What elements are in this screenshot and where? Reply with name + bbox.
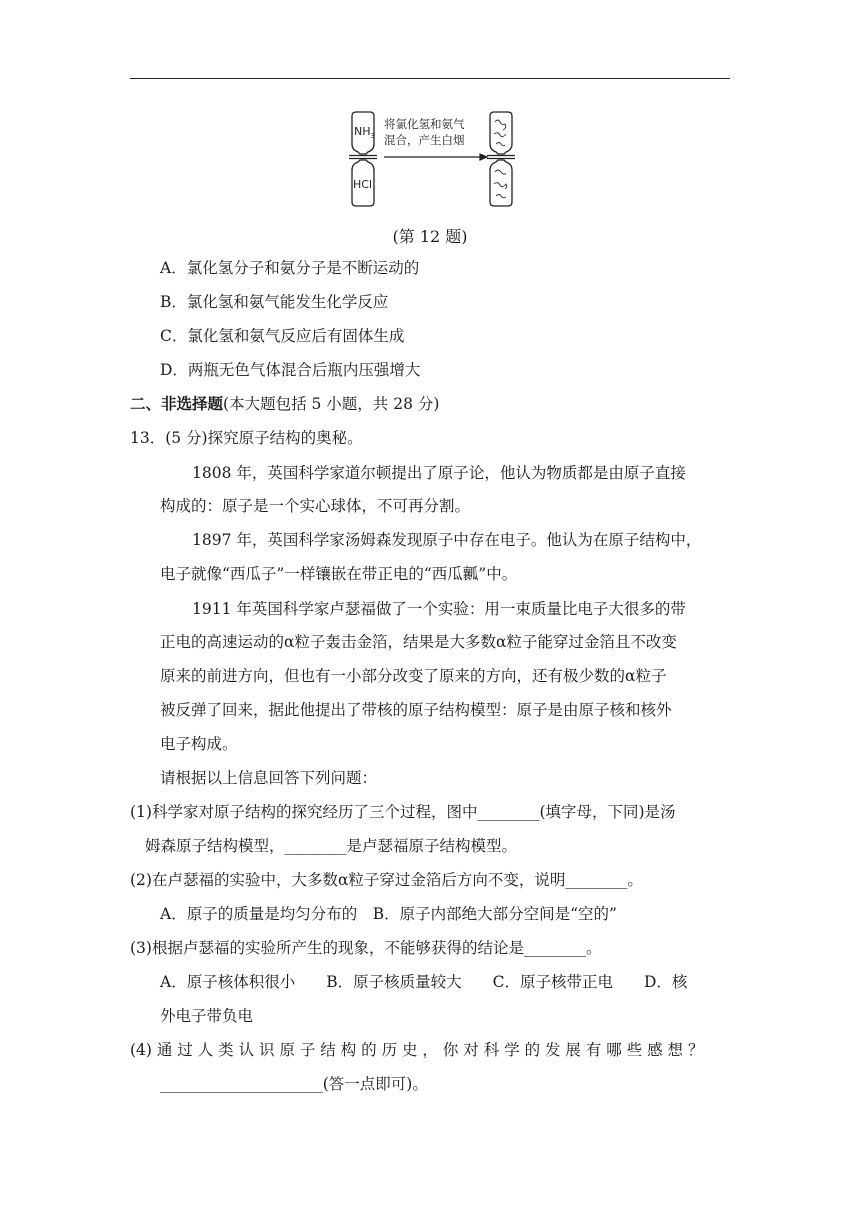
mixed-bottles [487,112,515,206]
experiment-figure [340,104,530,214]
q12-option-b: B．氯化氢和氨气能发生化学反应 [160,293,389,311]
q13-sub1-line2: 姆森原子结构模型，________是卢瑟福原子结构模型。 [145,837,518,855]
q13-prompt: 请根据以上信息回答下列问题： [160,769,378,787]
q13-p2-line1: 1897 年，英国科学家汤姆森发现原子中存在电子。他认为在原子结构中， [192,531,702,549]
q13-sub4-line2: _____________________(答一点即可)。 [160,1075,428,1093]
section-note: (本大题包括 5 小题，共 28 分) [223,395,440,413]
q13-p3-line1: 1911 年英国科学家卢瑟福做了一个实验：用一束质量比电子大很多的带 [192,600,686,618]
q13-p3-line5: 电子构成。 [160,735,238,753]
q13-header: 13．(5 分)探究原子结构的奥秘。 [130,429,363,447]
arrow-text-2: 混合，产生白烟 [384,133,465,147]
q13-sub2: (2)在卢瑟福的实验中，大多数α粒子穿过金箔后方向不变，说明________。 [130,871,643,889]
arrow-text-1: 将氯化氢和氨气 [384,117,465,131]
q13-p1-line2: 构成的：原子是一个实心球体，不可再分割。 [160,497,471,515]
hcl-label: HCl [353,178,373,191]
q13-sub1-line1: (1)科学家对原子结构的探究经历了三个过程，图中________(填字母，下同)是汤 [130,803,676,821]
q12-option-a: A．氯化氢分子和氨分子是不断运动的 [160,259,420,277]
glass-plate [349,156,377,159]
q13-sub3-options-line2: 外电子带负电 [160,1007,254,1025]
q13-sub3-options-line1: A．原子核体积很小 B．原子核质量较大 C．原子核带正电 D．核 [160,973,688,991]
q13-p2-line2: 电子就像“西瓜子”一样镶嵌在带正电的“西瓜瓤”中。 [160,565,518,583]
arrow [384,154,487,160]
q13-p3-line3: 原来的前进方向，但也有一小部分改变了原来的方向，还有极少数的α粒子 [160,667,667,685]
figure-caption: (第 12 题) [392,227,468,246]
q13-sub2-options: A．原子的质量是均匀分布的 B．原子内部绝大部分空间是“空的” [160,905,617,923]
q13-sub4-line1: (4) 通 过 人 类 认 识 原 子 结 构 的 历 史 ， 你 对 科 学 的 发 展 有 哪 些 感 想 ？ [130,1041,704,1059]
q13-p1-line1: 1808 年，英国科学家道尔顿提出了原子论，他认为物质都是由原子直接 [192,464,686,482]
header-rule [130,78,730,79]
section-header [130,394,439,414]
q12-option-d: D．两瓶无色气体混合后瓶内压强增大 [160,361,421,379]
section-title: 二、非选择题 [130,394,224,413]
q13-p3-line4: 被反弹了回来，据此他提出了带核的原子结构模型：原子是由原子核和核外 [160,701,672,719]
q13-sub3: (3)根据卢瑟福的实验所产生的现象，不能够获得的结论是________。 [130,939,602,957]
nh3-label: $NH_3$ [354,125,375,140]
q13-p3-line2: 正电的高速运动的α粒子轰击金箔，结果是大多数α粒子能穿过金箔且不改变 [160,633,677,651]
q12-option-c: C．氯化氢和氨气反应后有固体生成 [160,327,405,345]
